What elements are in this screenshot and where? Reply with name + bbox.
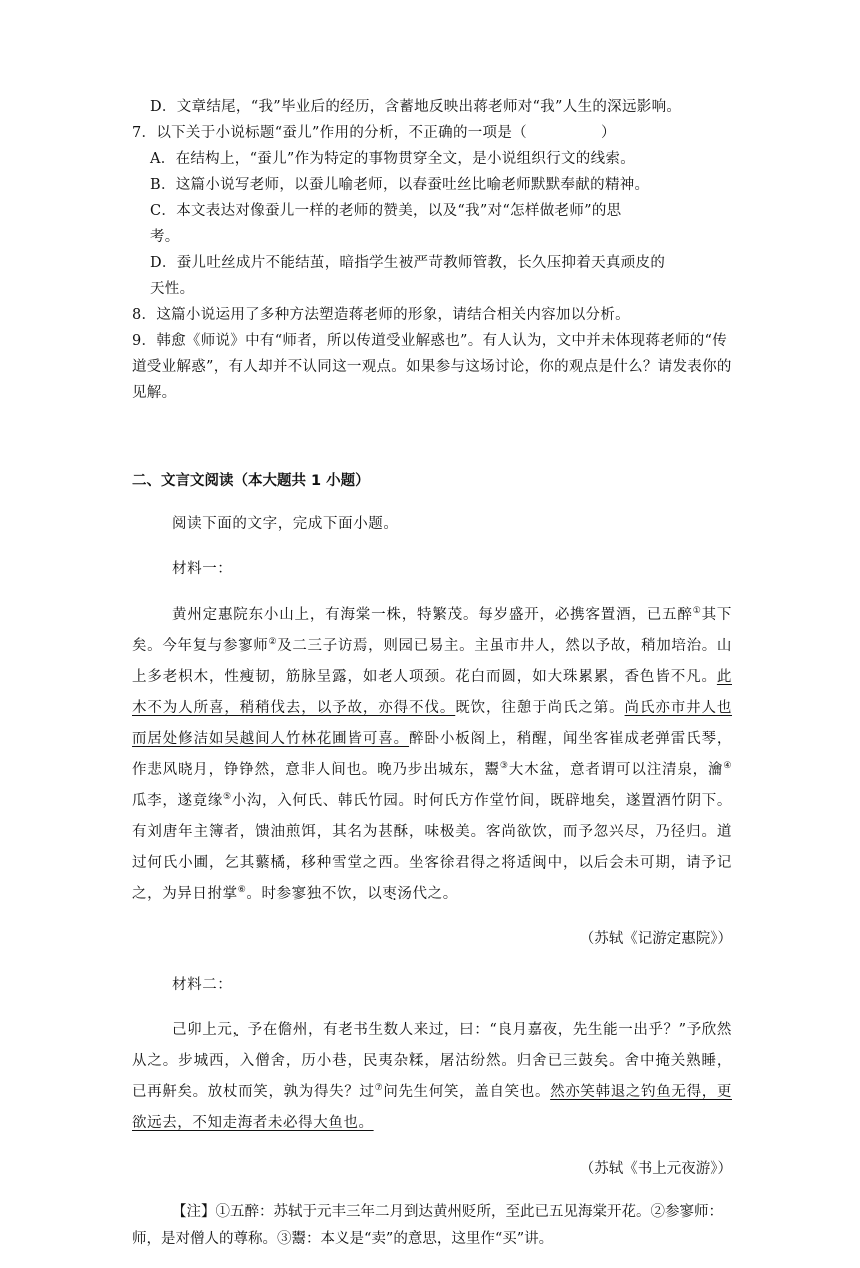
dotted-char-yi: 以 <box>367 885 383 902</box>
section-title: 二、文言文阅读（本大题共 1 小题） <box>132 473 370 489</box>
annotation-notes: 【注】①五醉：苏轼于元丰三年二月到达黄州贬所，至此已五见海棠开花。②参寥师：师，是对僧人的尊称。③鬻：本义是“卖”的意思，这里作“买”讲。 <box>132 1204 723 1247</box>
dotted-char-gu: 鼓 <box>578 1053 594 1069</box>
q6-option-d: D．文章结尾，“我”毕业后的经历，含蓄地反映出蒋老师对“我”人生的深远影响。 <box>150 99 682 115</box>
question-8: 8．这篇小说运用了多种方法塑造蒋老师的形象，请结合相关内容加以分析。 <box>132 307 630 323</box>
question-7-stem: 7．以下关于小说标题“蚕儿”作用的分析，不正确的一项是（ ） <box>132 125 616 141</box>
material-2-label: 材料二： <box>172 976 233 993</box>
material-2-text: 己卯上元，予在儋州，有老书生数人来过，曰：“良月嘉夜，先生能一出乎？”予欣然从之。步城西，入僧舍，历小巷，民夷杂糅，屠沽纷然。归舍已三鼓矣。舍中掩关熟睡，已再鼾矣。放杖而笑，孰为得失？过⑦问先生何笑，盖自笑也。然亦笑韩退之钓鱼无得，更欲远去，不知走海者未必得大鱼也。 <box>132 1022 733 1131</box>
instruction: 阅读下面的文字，完成下面小题。 <box>172 515 399 532</box>
material-2-source: （苏轼《书上元夜游》） <box>579 1160 732 1177</box>
underlined-sentence-2: 尚氏亦市井人也而居处修洁如吴越间人竹林花圃皆可喜。 <box>132 699 732 747</box>
q7-option-a: A．在结构上，“蚕儿”作为特定的事物贯穿全文，是小说组织行文的线索。 <box>150 151 635 167</box>
material-1-label: 材料一： <box>172 561 233 577</box>
dotted-char-shi: 适 <box>516 854 533 871</box>
document-content <box>132 94 732 1268</box>
q7-option-c-cont: 考。 <box>150 229 180 245</box>
q7-option-c: C．本文表达对像蚕儿一样的老师的赞美，以及“我”对“怎样做老师”的思 <box>150 203 622 219</box>
dotted-word-shangyuan: 上元 <box>202 1022 233 1038</box>
underlined-sentence-3: 然亦笑韩退之钓鱼无得，更欲远去，不知走海者未必得大鱼也。 <box>132 1084 732 1131</box>
q7-option-d: D．蚕儿吐丝成片不能结茧，暗指学生被严苛教师管教，长久压抑着天真顽皮的 <box>150 255 666 271</box>
material-1-source: （苏轼《记游定惠院》） <box>579 931 732 947</box>
material-1-text: 黄州定惠院东小山上，有海棠一株，特繁茂。每岁盛开，必携客置酒，已五醉①其下矣。今年复与参寥师②及二三子访焉，则园已易主。主虽市井人，然以予故，稍加培治。山上多老枳木，性瘦韧，筋脉呈露，如老人项颈。花白而圆，如大珠累累，香色皆不凡。此木不为人所喜，稍稍伐去，以予故，亦得不伐。既饮，往憩于尚氏之第。尚氏亦市井人也而居处修洁如吴越间人竹林花圃皆可喜。醉卧小板阁上，稍醒，闻坐客崔成老弹雷氏琴，作悲风晓月，铮铮然，意非人间也。晚乃步出城东，鬻③大木盆，意者谓可以注清泉，瀹④瓜李，遂竟缘⑤小沟，入何氏、韩氏竹园。时何氏方作堂竹间，既辟地矣，遂置酒竹阴下。有刘唐年主簿者，馈油煎饵，其名为甚酥，味极美。客尚欲饮，而予忽兴尽，乃径归。道过何氏小圃，乞其蘩橘，移种雪堂之西。坐客徐君得之将适闽中，以后会未可期，请予记之，为异日拊掌⑥。时参寥独不饮，以枣汤代之。 <box>132 605 733 902</box>
q7-option-d-cont: 天性。 <box>150 281 195 297</box>
question-9: 9．韩愈《师说》中有“师者，所以传道受业解惑也”。有人认为，文中并未体现蒋老师的“传道受业解惑”，有人却并不认同这一观点。如果参与这场讨论，你的观点是什么？请发表你的见解。 <box>132 333 732 401</box>
q7-option-b: B．这篇小说写老师，以蚕儿喻老师，以春蚕吐丝比喻老师默默奉献的精神。 <box>150 177 650 193</box>
underlined-sentence-1: 此木不为人所喜，稍稍伐去，以予故，亦得不伐。 <box>132 668 732 716</box>
